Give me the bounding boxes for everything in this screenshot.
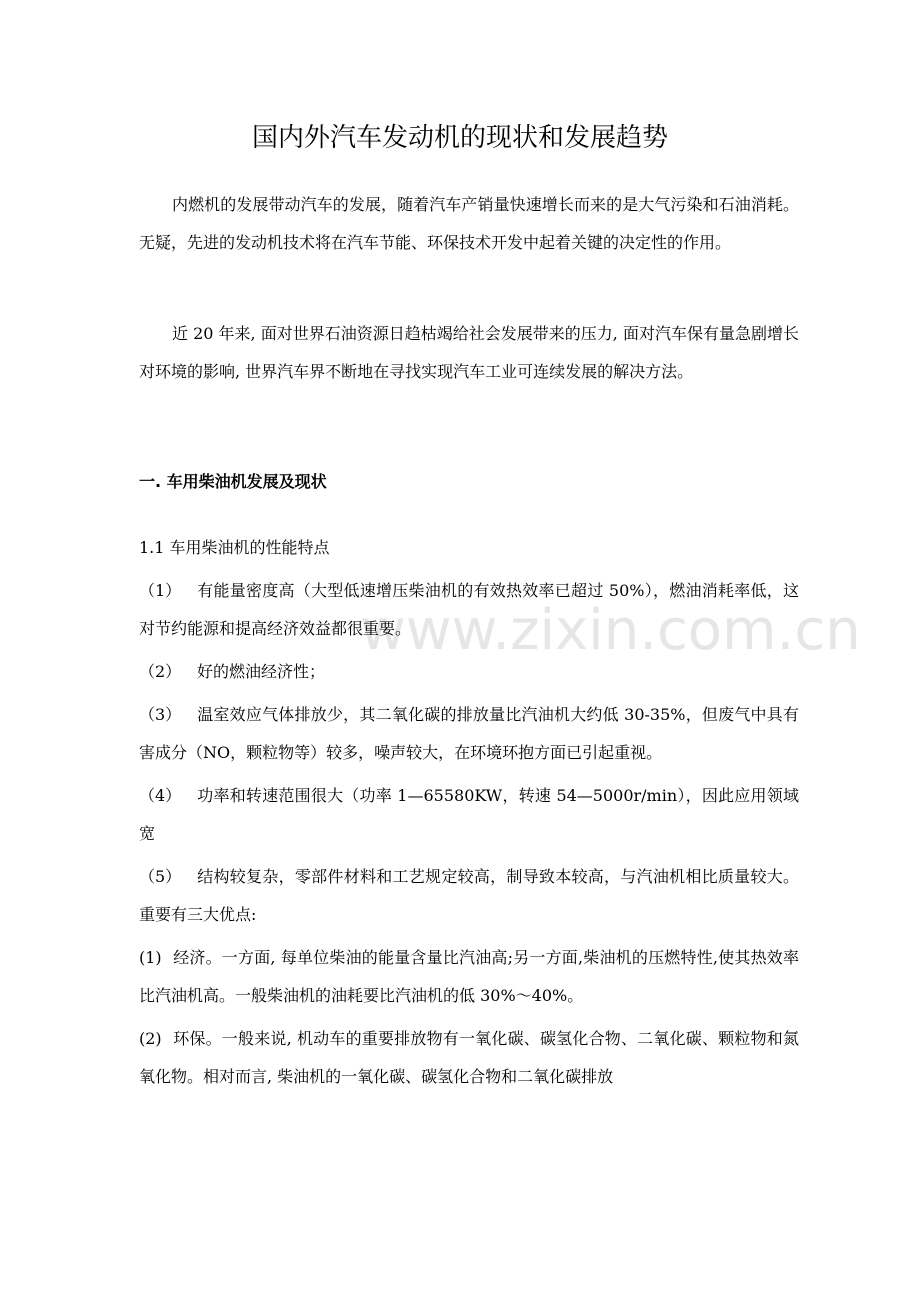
- list-item-text: 功率和转速范围很大（功率 1—65580KW，转速 54—5000r/min），因此应用领域宽: [139, 786, 799, 843]
- advantage-text: 环保。一般来说, 机动车的重要排放物有一氧化碳、碳氢化合物、二氧化碳、颗粒物和氮氧化物。相对而言, 柴油机的一氧化碳、碳氢化合物和二氧化碳排放: [139, 1029, 799, 1086]
- list-item-number: （5）: [139, 867, 182, 886]
- list-item-number: （4）: [139, 786, 182, 805]
- list-item-text: 结构较复杂，零部件材料和工艺规定较高，制导致本较高，与汽油机相比质量较大。重要有三大优点:: [139, 867, 799, 924]
- list-item-text: 有能量密度高（大型低速增压柴油机的有效热效率已超过 50%），燃油消耗率低，这对节约能源和提高经济效益都很重要。: [139, 581, 799, 638]
- list-item: [139, 572, 799, 648]
- subsection-heading: 1.1 车用柴油机的性能特点: [139, 538, 330, 557]
- list-item-number: （3）: [139, 705, 182, 724]
- list-item-number: （2）: [139, 662, 182, 681]
- section-heading: 一. 车用柴油机发展及现状: [139, 472, 327, 491]
- list-item-text: 温室效应气体排放少，其二氧化碳的排放量比汽油机大约低 30-35%，但废气中具有害成分（NO，颗粒物等）较多，噪声较大，在环境环抱方面已引起重视。: [139, 705, 799, 762]
- list-item: [139, 696, 799, 772]
- watermark: www.zixin.com.cn: [360, 598, 861, 663]
- advantage-item: [139, 1020, 799, 1096]
- intro-paragraph-1: 内燃机的发展带动汽车的发展，随着汽车产销量快速增长而来的是大气污染和石油消耗。无疑，先进的发动机技术将在汽车节能、环保技术开发中起着关键的决定性的作用。: [139, 195, 799, 252]
- advantage-text: 经济。一方面, 每单位柴油的能量含量比汽油高;另一方面,柴油机的压燃特性,使其热效率比汽油机高。一般柴油机的油耗要比汽油机的低 30%～40%。: [139, 948, 799, 1005]
- list-item-number: （1）: [139, 581, 182, 600]
- advantage-item: [139, 939, 799, 1015]
- list-item: [139, 653, 799, 691]
- advantage-number: (2): [139, 1029, 162, 1048]
- advantage-number: (1): [139, 948, 162, 967]
- list-item: [139, 858, 799, 934]
- feature-list: [139, 572, 799, 1101]
- list-item: [139, 777, 799, 853]
- intro-paragraph-2: 近 20 年来, 面对世界石油资源日趋枯竭给社会发展带来的压力, 面对汽车保有量急剧增长对环境的影响, 世界汽车界不断地在寻找实现汽车工业可连续发展的解决方法。: [139, 324, 799, 381]
- document-title: 国内外汽车发动机的现状和发展趋势: [251, 123, 668, 153]
- list-item-text: 好的燃油经济性；: [197, 662, 326, 681]
